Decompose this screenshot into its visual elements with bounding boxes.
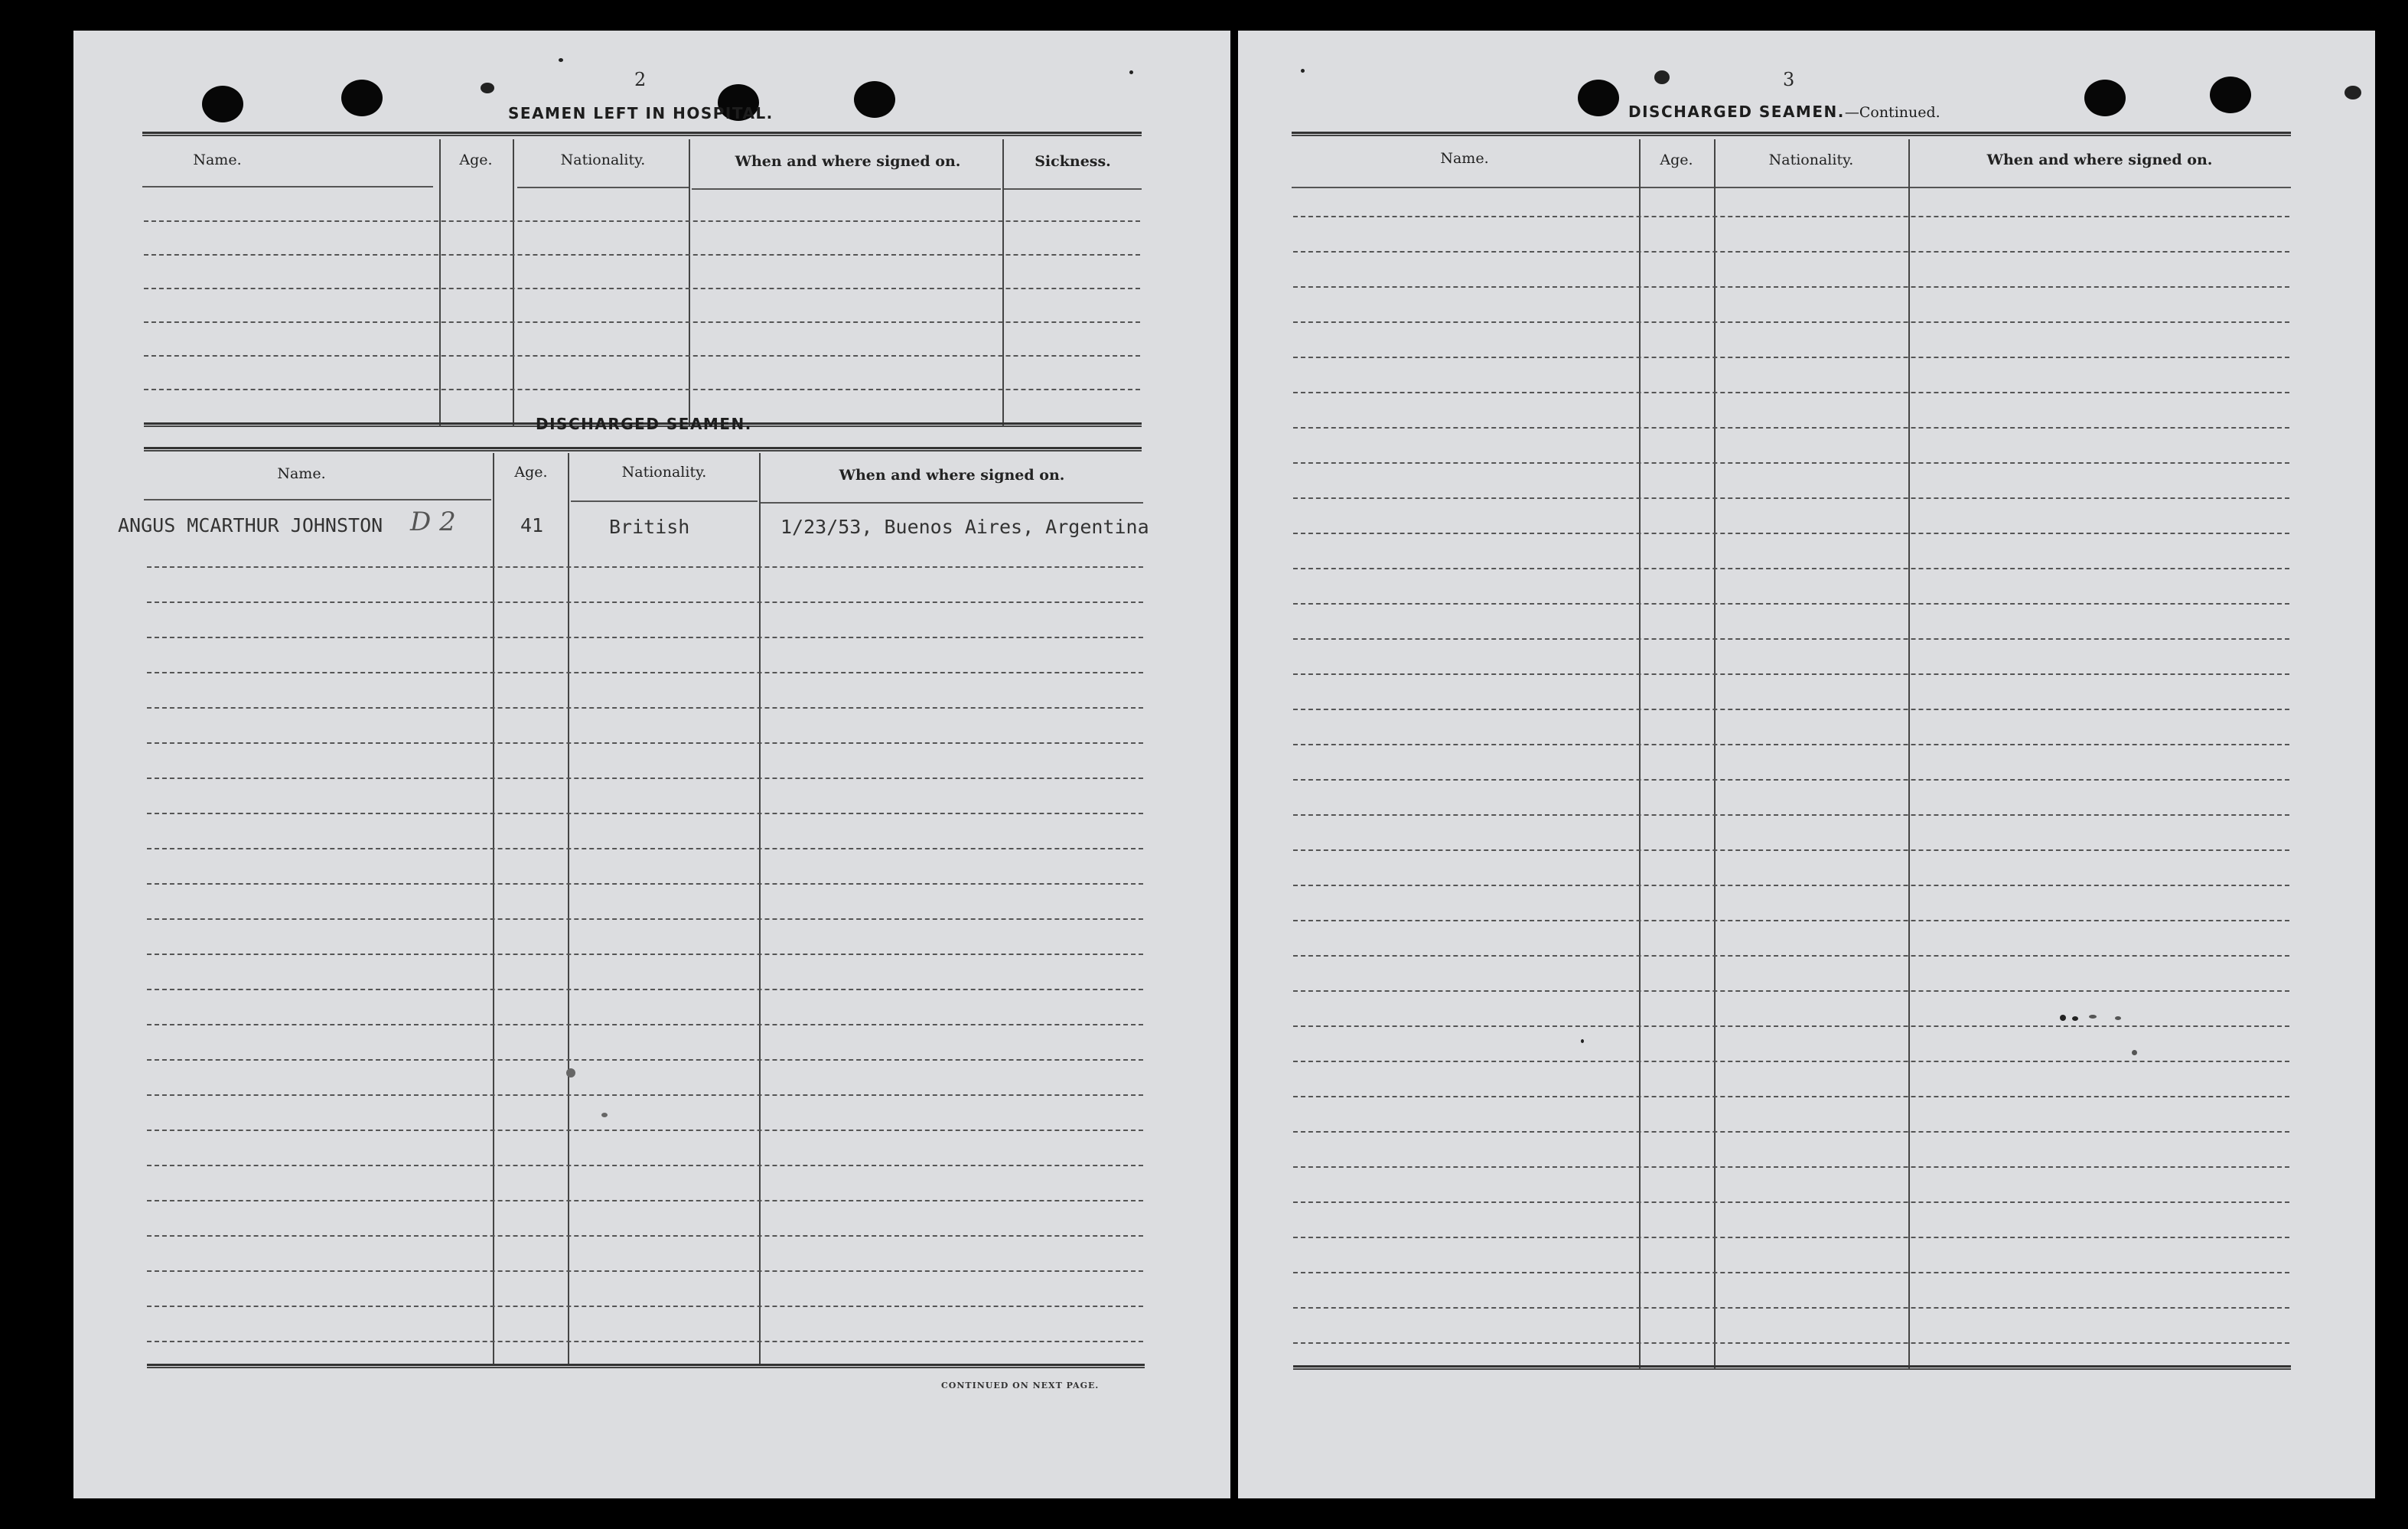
ink-speck — [1654, 70, 1670, 84]
entry-line — [1293, 357, 2289, 358]
column-header-name: Name. — [193, 152, 242, 168]
column-divider — [1002, 139, 1004, 427]
right-page — [1238, 31, 2375, 1498]
entry-line — [147, 1165, 1143, 1166]
entry-line — [1293, 673, 2289, 675]
entry-line — [144, 389, 1140, 390]
header-underline — [761, 502, 1143, 504]
seaman-signed-on: 1/23/53, Buenos Aires, Argentina — [780, 516, 1149, 538]
entry-line — [147, 1341, 1143, 1342]
column-divider — [513, 139, 514, 427]
entry-line — [1293, 1025, 2289, 1027]
entry-line — [1293, 462, 2289, 464]
ink-speck — [2115, 1016, 2121, 1020]
page-number: 3 — [1783, 69, 1796, 90]
column-divider — [1908, 139, 1910, 1370]
handwritten-mark: D 2 — [410, 507, 456, 537]
column-header-sickness: Sickness. — [1035, 153, 1111, 170]
header-rule — [144, 447, 1142, 452]
entry-line — [1293, 1166, 2289, 1168]
entry-line — [1293, 568, 2289, 569]
entry-line — [1293, 1342, 2289, 1344]
entry-line — [1293, 392, 2289, 393]
entry-line — [1293, 321, 2289, 323]
punch-hole — [2084, 80, 2126, 116]
column-header-nationality: Nationality. — [621, 464, 707, 481]
entry-line — [144, 355, 1140, 357]
entry-line — [1293, 1307, 2289, 1309]
entry-line — [147, 672, 1143, 673]
entry-line — [147, 637, 1143, 638]
entry-line — [1293, 427, 2289, 429]
discharged-section-title: DISCHARGED SEAMEN. — [536, 415, 752, 433]
entry-line — [147, 1270, 1143, 1272]
entry-line — [147, 1306, 1143, 1307]
entry-line — [144, 220, 1140, 222]
punch-hole — [2210, 77, 2251, 113]
ink-speck — [2060, 1015, 2066, 1021]
entry-line — [1293, 251, 2289, 253]
entry-line — [147, 1059, 1143, 1061]
header-underline — [1004, 188, 1142, 190]
entry-line — [1293, 709, 2289, 710]
header-rule — [142, 132, 1142, 136]
seaman-age: 41 — [520, 514, 544, 536]
entry-line — [147, 918, 1143, 920]
entry-line — [1293, 885, 2289, 886]
entry-line — [147, 1024, 1143, 1025]
discharged-continued-title — [1628, 103, 1940, 121]
ink-speck — [601, 1113, 608, 1117]
entry-line — [1293, 1201, 2289, 1203]
entry-line — [147, 848, 1143, 849]
header-underline — [517, 187, 690, 188]
entry-line — [1293, 744, 2289, 745]
column-header-age: Age. — [514, 464, 548, 481]
column-header-age: Age. — [459, 152, 493, 168]
entry-line — [1293, 286, 2289, 288]
ink-speck — [566, 1068, 575, 1077]
ink-speck — [559, 58, 563, 62]
entry-line — [1293, 1061, 2289, 1062]
header-underline — [142, 186, 433, 187]
column-divider — [439, 139, 441, 427]
column-divider — [1639, 139, 1641, 1370]
entry-line — [1293, 1272, 2289, 1273]
entry-line — [1293, 849, 2289, 851]
column-header-signed-on: When and where signed on. — [735, 153, 961, 170]
punch-hole — [854, 81, 895, 118]
entry-line — [1293, 814, 2289, 816]
entry-line — [1293, 779, 2289, 781]
section-title-text: DISCHARGED SEAMEN. — [1628, 103, 1845, 121]
entry-line — [1293, 603, 2289, 605]
header-underline — [1292, 187, 2291, 188]
ink-speck — [2089, 1015, 2097, 1019]
column-header-signed-on: When and where signed on. — [1986, 152, 2213, 168]
ink-speck — [1581, 1039, 1584, 1043]
ink-speck — [2072, 1016, 2078, 1021]
column-header-nationality: Nationality. — [560, 152, 646, 168]
column-header-name: Name. — [1440, 150, 1489, 167]
ink-speck — [2132, 1050, 2137, 1055]
punch-hole — [1578, 80, 1619, 116]
entry-line — [147, 883, 1143, 885]
entry-line — [147, 566, 1143, 568]
entry-line — [147, 1200, 1143, 1201]
punch-hole — [202, 86, 243, 122]
entry-line — [1293, 955, 2289, 957]
continued-note: CONTINUED ON NEXT PAGE. — [941, 1381, 1100, 1390]
entry-line — [147, 1130, 1143, 1131]
column-divider — [759, 453, 761, 1364]
entry-line — [1293, 216, 2289, 217]
entry-line — [147, 954, 1143, 955]
column-divider — [568, 453, 569, 1364]
column-divider — [493, 453, 494, 1364]
header-underline — [692, 188, 1001, 190]
entry-line — [1293, 533, 2289, 534]
table-bottom-rule — [1293, 1365, 2291, 1370]
continued-label: —Continued. — [1844, 104, 1940, 121]
entry-line — [147, 813, 1143, 814]
header-underline — [571, 500, 758, 502]
entry-line — [147, 1094, 1143, 1096]
entry-line — [147, 1235, 1143, 1237]
entry-line — [147, 601, 1143, 603]
left-page — [73, 31, 1230, 1498]
seaman-nationality: British — [609, 516, 690, 538]
header-underline — [144, 499, 491, 500]
column-header-nationality: Nationality. — [1768, 152, 1854, 168]
entry-line — [147, 778, 1143, 779]
header-rule — [1292, 132, 2291, 136]
ink-speck — [1301, 69, 1305, 73]
entry-line — [1293, 1096, 2289, 1097]
table-bottom-rule — [147, 1364, 1145, 1368]
entry-line — [1293, 638, 2289, 640]
page-number: 2 — [634, 69, 647, 90]
hospital-section-title: SEAMEN LEFT IN HOSPITAL. — [508, 104, 774, 122]
entry-line — [144, 288, 1140, 289]
entry-line — [147, 989, 1143, 990]
entry-line — [144, 254, 1140, 256]
entry-line — [1293, 1131, 2289, 1133]
entry-line — [144, 321, 1140, 323]
column-header-signed-on: When and where signed on. — [839, 467, 1065, 484]
column-header-age: Age. — [1660, 152, 1693, 168]
entry-line — [1293, 920, 2289, 921]
column-divider — [689, 139, 690, 427]
punch-hole — [341, 80, 383, 116]
entry-line — [147, 707, 1143, 709]
ink-speck — [481, 83, 494, 93]
seaman-name: ANGUS MCARTHUR JOHNSTON — [118, 514, 383, 536]
entry-line — [1293, 1237, 2289, 1238]
column-header-name: Name. — [277, 465, 326, 482]
entry-line — [1293, 497, 2289, 499]
ink-speck — [2344, 86, 2361, 99]
entry-line — [147, 742, 1143, 744]
column-divider — [1714, 139, 1716, 1370]
entry-line — [1293, 990, 2289, 992]
ink-speck — [1129, 70, 1133, 74]
